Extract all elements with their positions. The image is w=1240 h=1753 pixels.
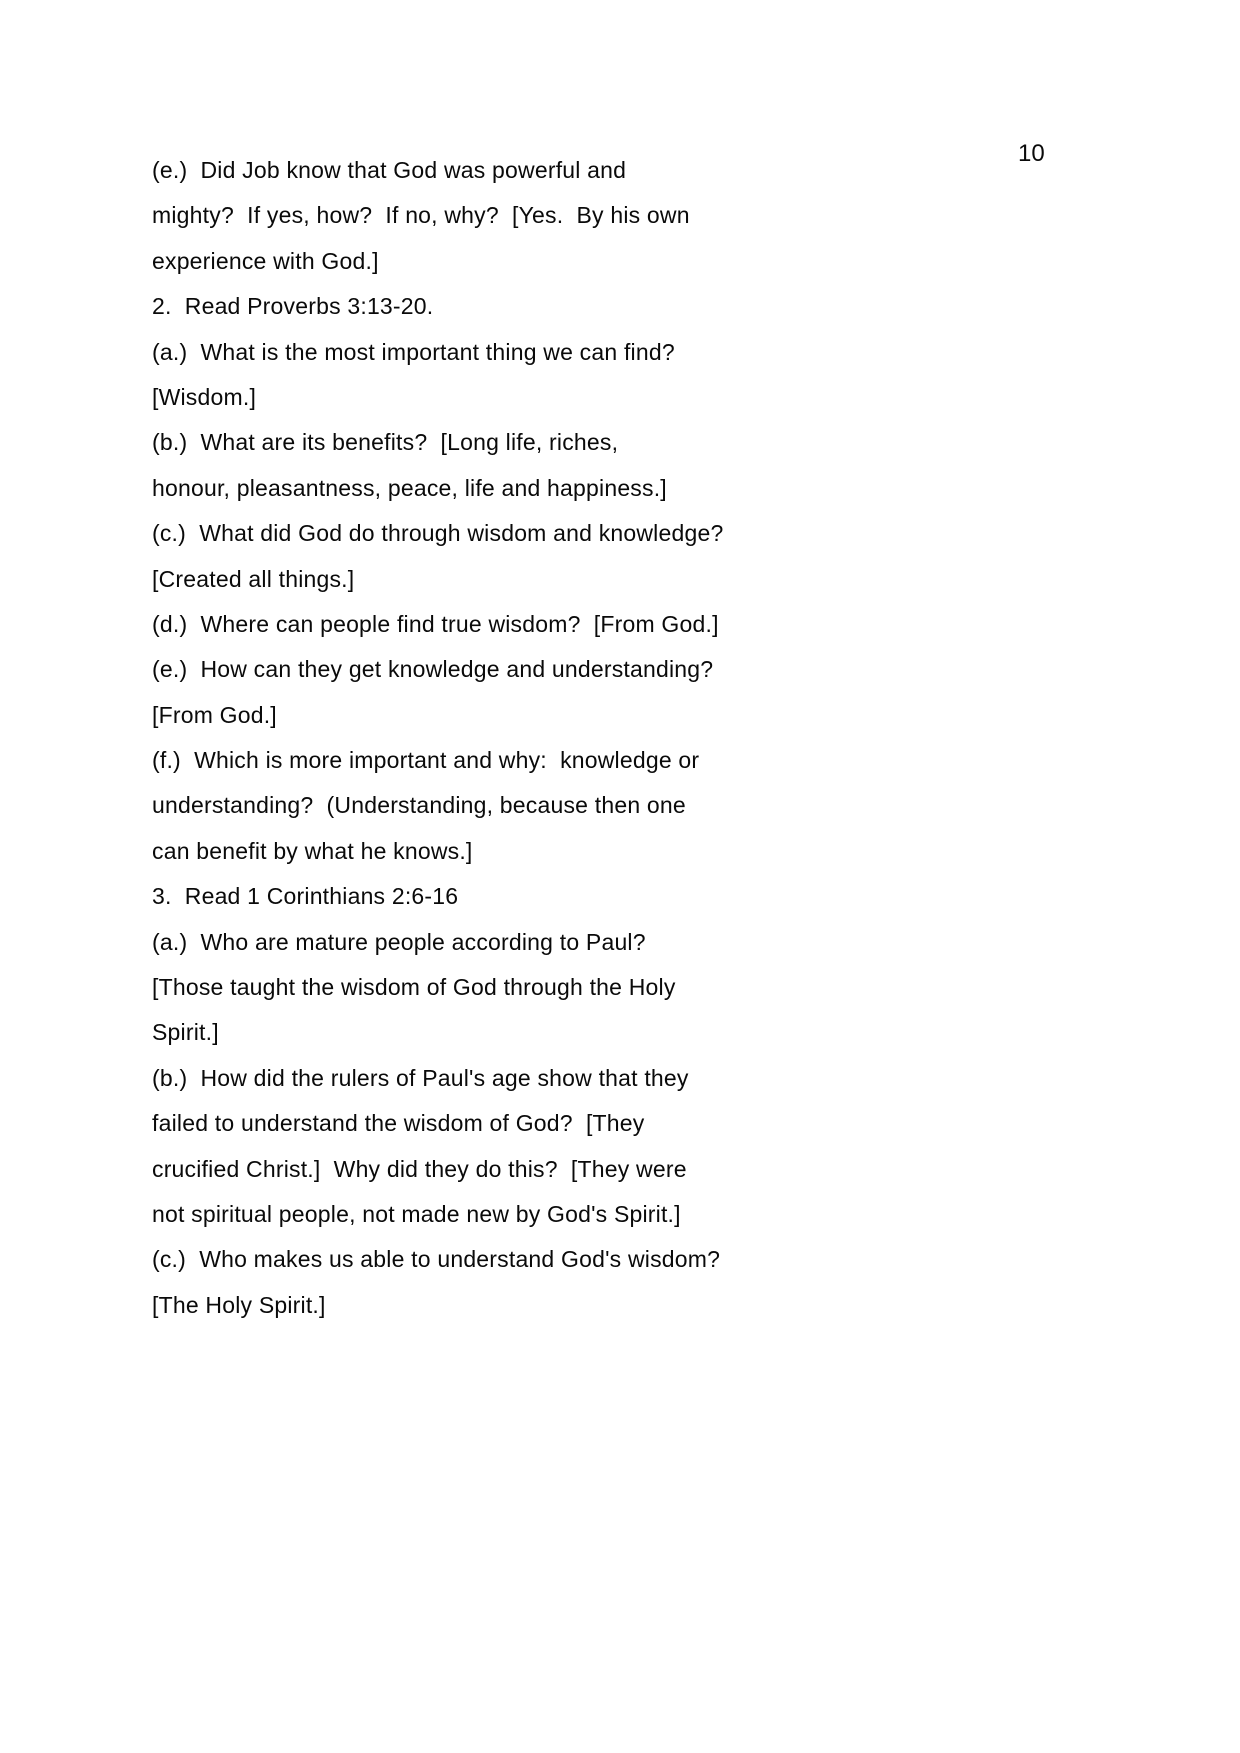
- document-body: [152, 156, 852, 1336]
- text-line: 2. Read Proverbs 3:13-20.: [152, 293, 434, 320]
- text-line: 3. Read 1 Corinthians 2:6-16: [152, 883, 459, 910]
- text-line: [The Holy Spirit.]: [152, 1291, 326, 1318]
- text-line: honour, pleasantness, peace, life and happiness.]: [152, 474, 667, 501]
- text-line: (c.) Who makes us able to understand God's wisdom?: [152, 1246, 721, 1273]
- page-number: 10: [1018, 140, 1045, 167]
- text-line: (f.) Which is more important and why: knowledge or: [152, 747, 700, 774]
- text-line: (d.) Where can people find true wisdom? [From God.]: [152, 610, 719, 637]
- text-line: understanding? (Understanding, because then one: [152, 792, 686, 819]
- text-line: Spirit.]: [152, 1019, 219, 1046]
- text-line: (a.) What is the most important thing we can find?: [152, 338, 675, 365]
- text-line: crucified Christ.] Why did they do this? [They were: [152, 1155, 687, 1182]
- text-line: (b.) What are its benefits? [Long life, riches,: [152, 429, 619, 456]
- text-line: (e.) Did Job know that God was powerful and: [152, 157, 627, 183]
- text-line: failed to understand the wisdom of God? [They: [152, 1110, 645, 1137]
- text-line: [Wisdom.]: [152, 383, 257, 410]
- text-line: [Those taught the wisdom of God through the Holy: [152, 974, 676, 1001]
- text-line: (a.) Who are mature people according to Paul?: [152, 928, 646, 955]
- text-line: (c.) What did God do through wisdom and knowledge?: [152, 520, 724, 547]
- text-line: (e.) How can they get knowledge and understanding?: [152, 656, 714, 683]
- text-line: (b.) How did the rulers of Paul's age show that they: [152, 1064, 689, 1091]
- text-line: not spiritual people, not made new by God's Spirit.]: [152, 1200, 681, 1227]
- text-line: [From God.]: [152, 701, 277, 728]
- text-line: experience with God.]: [152, 247, 379, 274]
- text-line: [Created all things.]: [152, 565, 355, 592]
- text-line: mighty? If yes, how? If no, why? [Yes. By his own: [152, 202, 690, 229]
- text-line: can benefit by what he knows.]: [152, 837, 473, 864]
